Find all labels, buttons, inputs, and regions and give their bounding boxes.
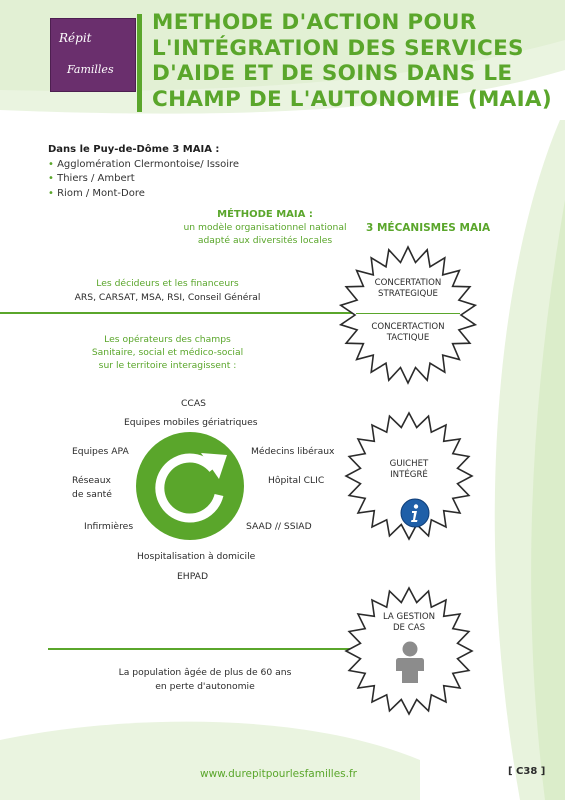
actor-infirmieres: Infirmières xyxy=(84,521,134,532)
person-icon xyxy=(396,641,424,683)
actor-hospitalisation: Hospitalisation à domicile xyxy=(137,551,256,562)
info-icon xyxy=(400,498,430,528)
operateurs-line-1: Les opérateurs des champs xyxy=(104,334,231,345)
refresh-cycle-icon xyxy=(135,431,245,541)
operateurs-line-2: Sanitaire, social et médico-social xyxy=(91,347,244,358)
logo-text-repit: Répit xyxy=(59,31,92,45)
burst-concertation xyxy=(338,245,478,385)
divider-line-population xyxy=(48,648,358,650)
title-line-3: D'AIDE ET DE SOINS DANS LE xyxy=(152,61,513,86)
footer-website-link[interactable]: www.durepitpourlesfamilles.fr xyxy=(200,768,358,780)
starburst-shape xyxy=(341,247,476,383)
actor-ccas: CCAS xyxy=(181,398,206,409)
operateurs-line-3: sur le territoire interagissent : xyxy=(98,360,237,371)
logo-text-familles: Familles xyxy=(67,63,114,76)
page-number: [ C38 ] xyxy=(508,766,546,777)
concertation-tactique: CONCERTACTION TACTIQUE xyxy=(371,322,445,343)
actor-equipes-apa: Equipes APA xyxy=(72,446,129,457)
location-item: • Riom / Mont-Dore xyxy=(48,187,145,199)
locations-heading: Dans le Puy-de-Dôme 3 MAIA : xyxy=(48,144,220,155)
methode-line-1: un modèle organisationnel national xyxy=(183,222,347,233)
maia-locations xyxy=(48,143,239,201)
operateurs-block xyxy=(60,333,275,372)
actor-hopital: Hôpital CLIC xyxy=(268,475,325,486)
actor-ehpad: EHPAD xyxy=(177,571,209,582)
title-line-2: L'INTÉGRATION DES SERVICES xyxy=(152,35,524,61)
title-line-4: CHAMP DE L'AUTONOMIE (MAIA) xyxy=(152,86,552,112)
concertation-strategique: CONCERTATION STRATEGIQUE xyxy=(374,278,442,299)
guichet-integre: GUICHET INTÉGRÉ xyxy=(389,459,429,480)
title-accent-bar xyxy=(137,14,142,112)
title-line-1: METHODE D'ACTION POUR xyxy=(152,10,477,35)
actor-saad: SAAD // SSIAD xyxy=(246,521,312,532)
burst-divider xyxy=(356,313,460,314)
location-item: • Agglomération Clermontoise/ Issoire xyxy=(48,158,240,170)
decideurs-block xyxy=(40,277,295,305)
divider-line-decideurs xyxy=(0,312,370,314)
page-title xyxy=(152,10,552,112)
location-item: • Thiers / Ambert xyxy=(48,173,135,184)
repit-familles-logo xyxy=(50,18,136,92)
gestion-de-cas: LA GESTION DE CAS xyxy=(382,612,436,633)
actor-medecins: Médecins libéraux xyxy=(251,446,335,457)
population-line-2: en perte d'autonomie xyxy=(155,681,255,692)
population-line-1: La population âgée de plus de 60 ans xyxy=(118,667,292,678)
methode-heading: MÉTHODE MAIA : xyxy=(217,209,313,220)
actor-reseaux-2: de santé xyxy=(72,489,112,500)
actor-reseaux-1: Réseaux xyxy=(72,475,111,486)
decideurs-list: ARS, CARSAT, MSA, RSI, Conseil Général xyxy=(74,292,261,303)
population-block xyxy=(100,666,310,694)
methode-line-2: adapté aux diversités locales xyxy=(197,235,333,246)
methode-maia xyxy=(150,208,380,247)
actor-equipes-mobiles: Equipes mobiles gériatriques xyxy=(124,417,258,428)
mechanisms-title: 3 MÉCANISMES MAIA xyxy=(366,222,491,234)
decideurs-heading: Les décideurs et les financeurs xyxy=(96,278,239,289)
